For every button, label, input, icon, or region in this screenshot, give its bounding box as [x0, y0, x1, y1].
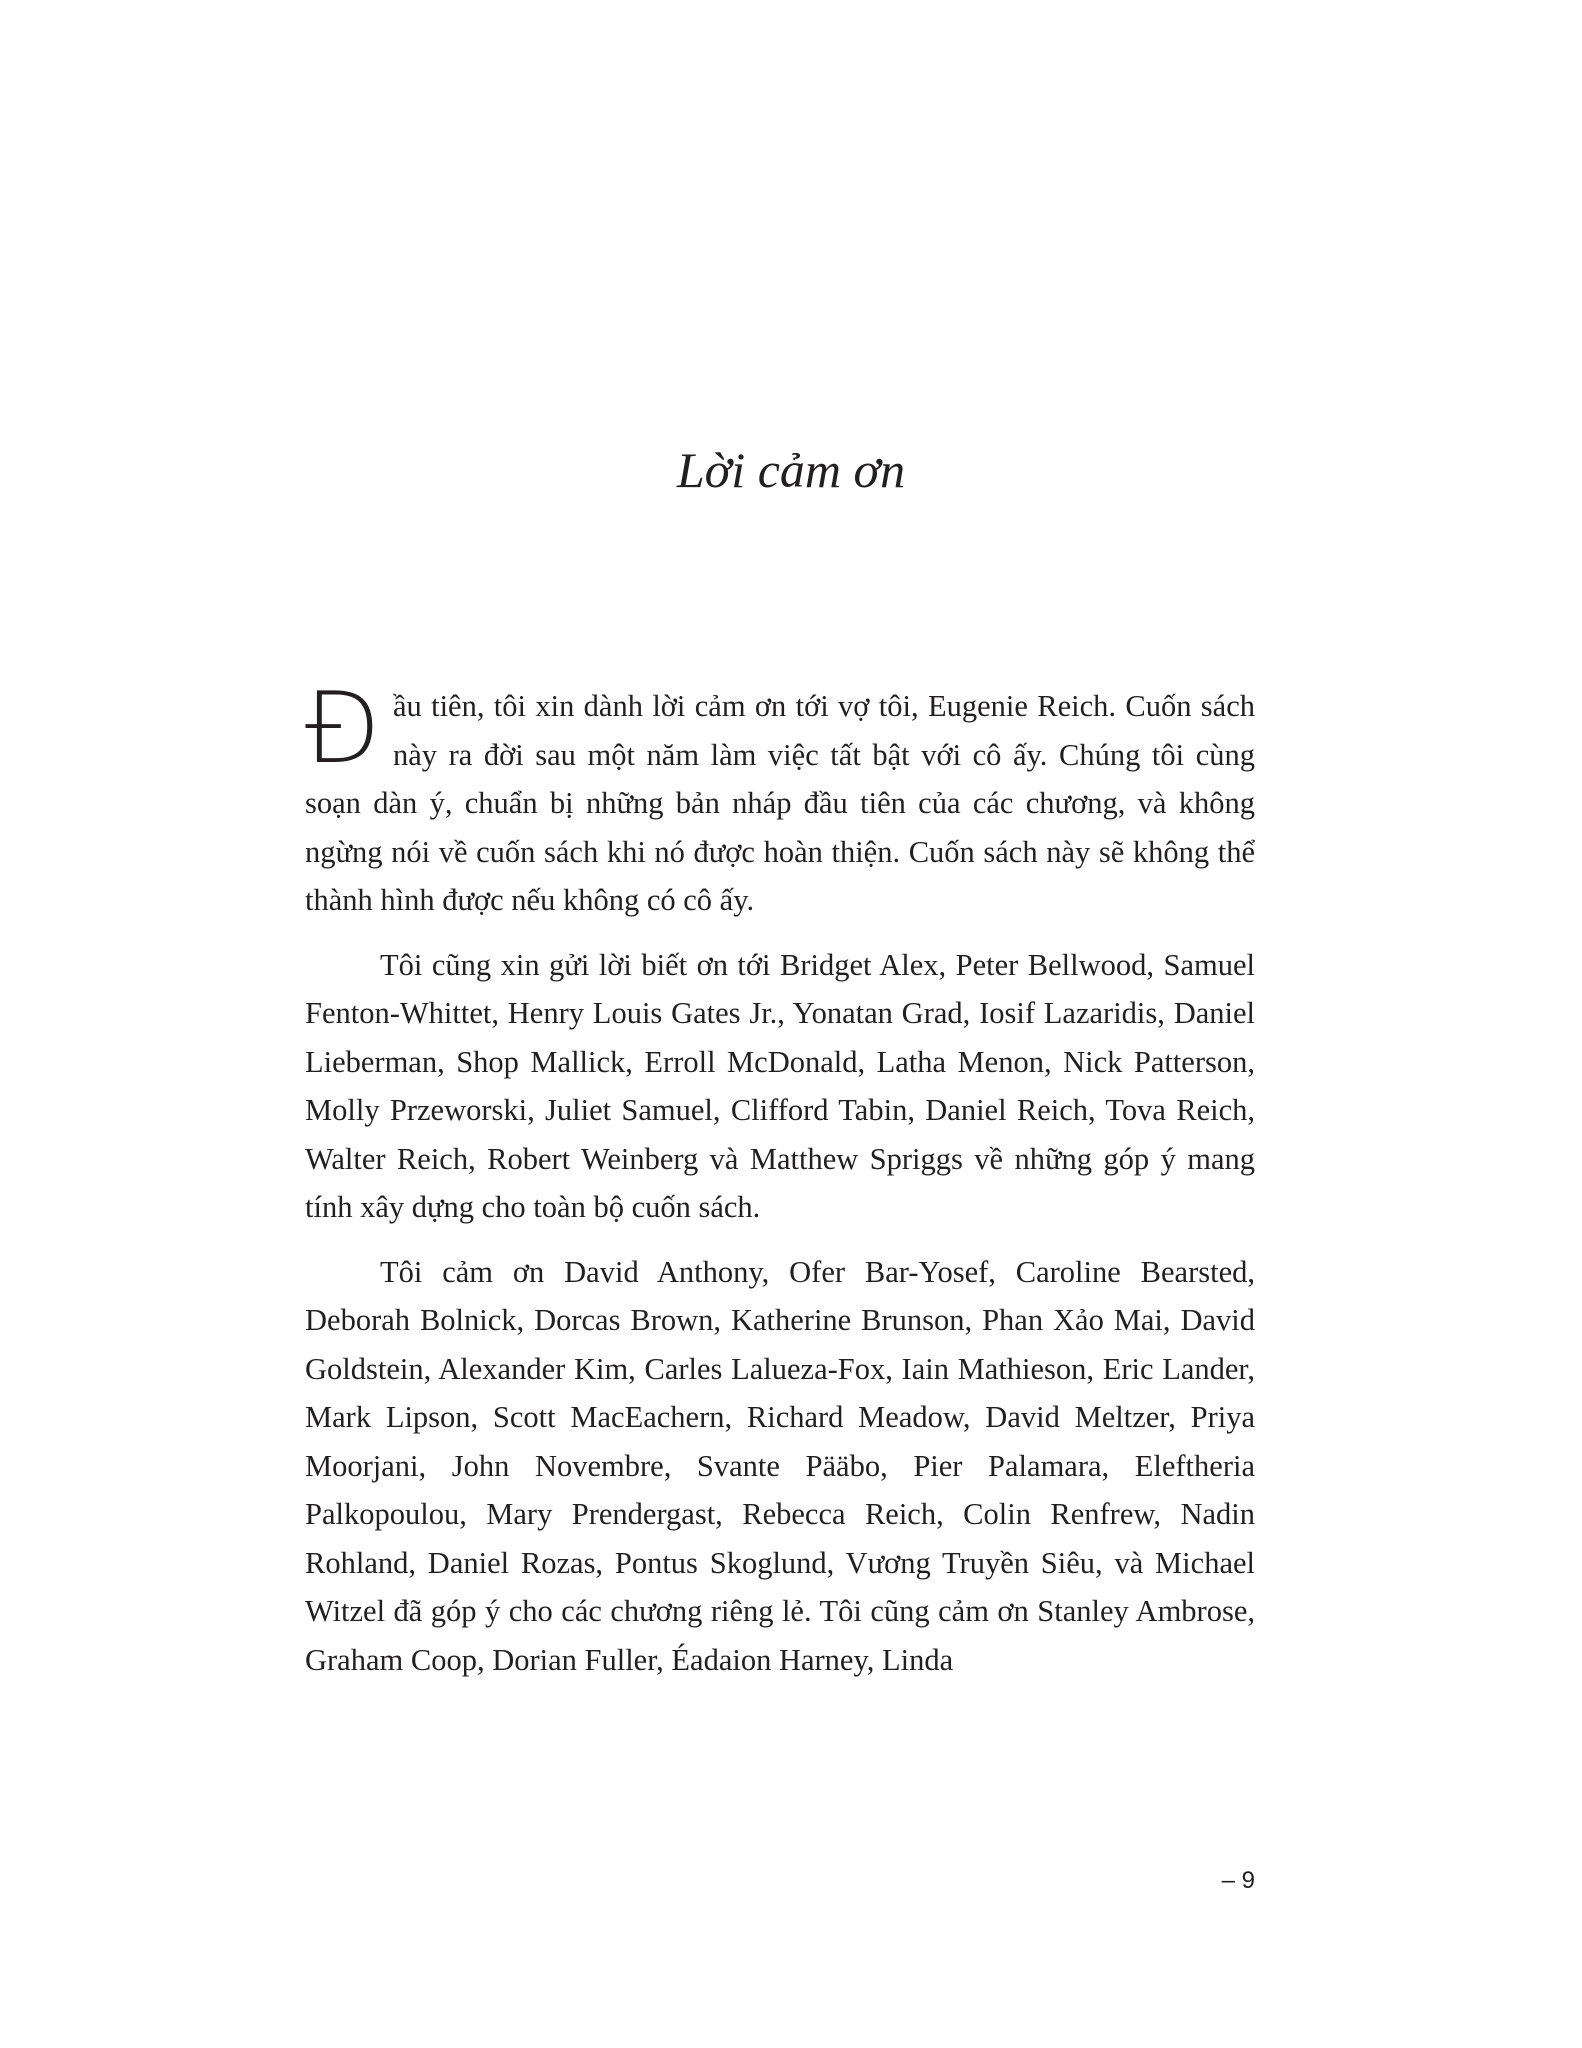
paragraph-1: [305, 672, 1255, 925]
chapter-title: Lời cảm ơn: [676, 442, 906, 498]
paragraph-2: Tôi cũng xin gửi lời biết ơn tới Bridget Alex, Peter Bellwood, Samuel Fenton-Whittet, Henry Louis Gates Jr., Yonatan Grad, Iosif Lazaridis, Daniel Lieberman, Shop Mallick, Erroll McDonald, Latha Menon, Nick Patterson, Molly Przeworski, Juliet Samuel, Clifford Tabin, Daniel Reich, Tova Reich, Walter Reich, Robert Weinberg và Matthew Spriggs về những góp ý mang tính xây dựng cho toàn bộ cuốn sách.: [305, 947, 1255, 1224]
drop-cap: Đ: [305, 672, 381, 786]
body-text: [305, 672, 1255, 1684]
page-number: – 9: [1221, 1867, 1255, 1894]
paragraph-1-text: ầu tiên, tôi xin dành lời cảm ơn tới vợ tôi, Eugenie Reich. Cuốn sách này ra đời sau một năm làm việc tất bật với cô ấy. Chúng tôi cùng soạn dàn ý, chuẩn bị những bản nháp đầu tiên của các chương, và không ngừng nói về cuốn sách khi nó được hoàn thiện. Cuốn sách này sẽ không thể thành hình được nếu không có cô ấy.: [305, 689, 1255, 917]
paragraph-3: Tôi cảm ơn David Anthony, Ofer Bar-Yosef, Caroline Bearsted, Deborah Bolnick, Dorcas Brown, Katherine Brunson, Phan Xảo Mai, David Goldstein, Alexander Kim, Carles Lalueza-Fox, Iain Mathieson, Eric Lander, Mark Lipson, Scott MacEachern, Richard Meadow, David Meltzer, Priya Moorjani, John Novembre, Svante Pääbo, Pier Palamara, Eleftheria Palkopoulou, Mary Prendergast, Rebecca Reich, Colin Renfrew, Nadin Rohland, Daniel Rozas, Pontus Skoglund, Vương Truyền Siêu, và Michael Witzel đã góp ý cho các chương riêng lẻ. Tôi cũng cảm ơn Stanley Ambrose, Graham Coop, Dorian Fuller, Éadaion Harney, Linda: [305, 1254, 1255, 1677]
